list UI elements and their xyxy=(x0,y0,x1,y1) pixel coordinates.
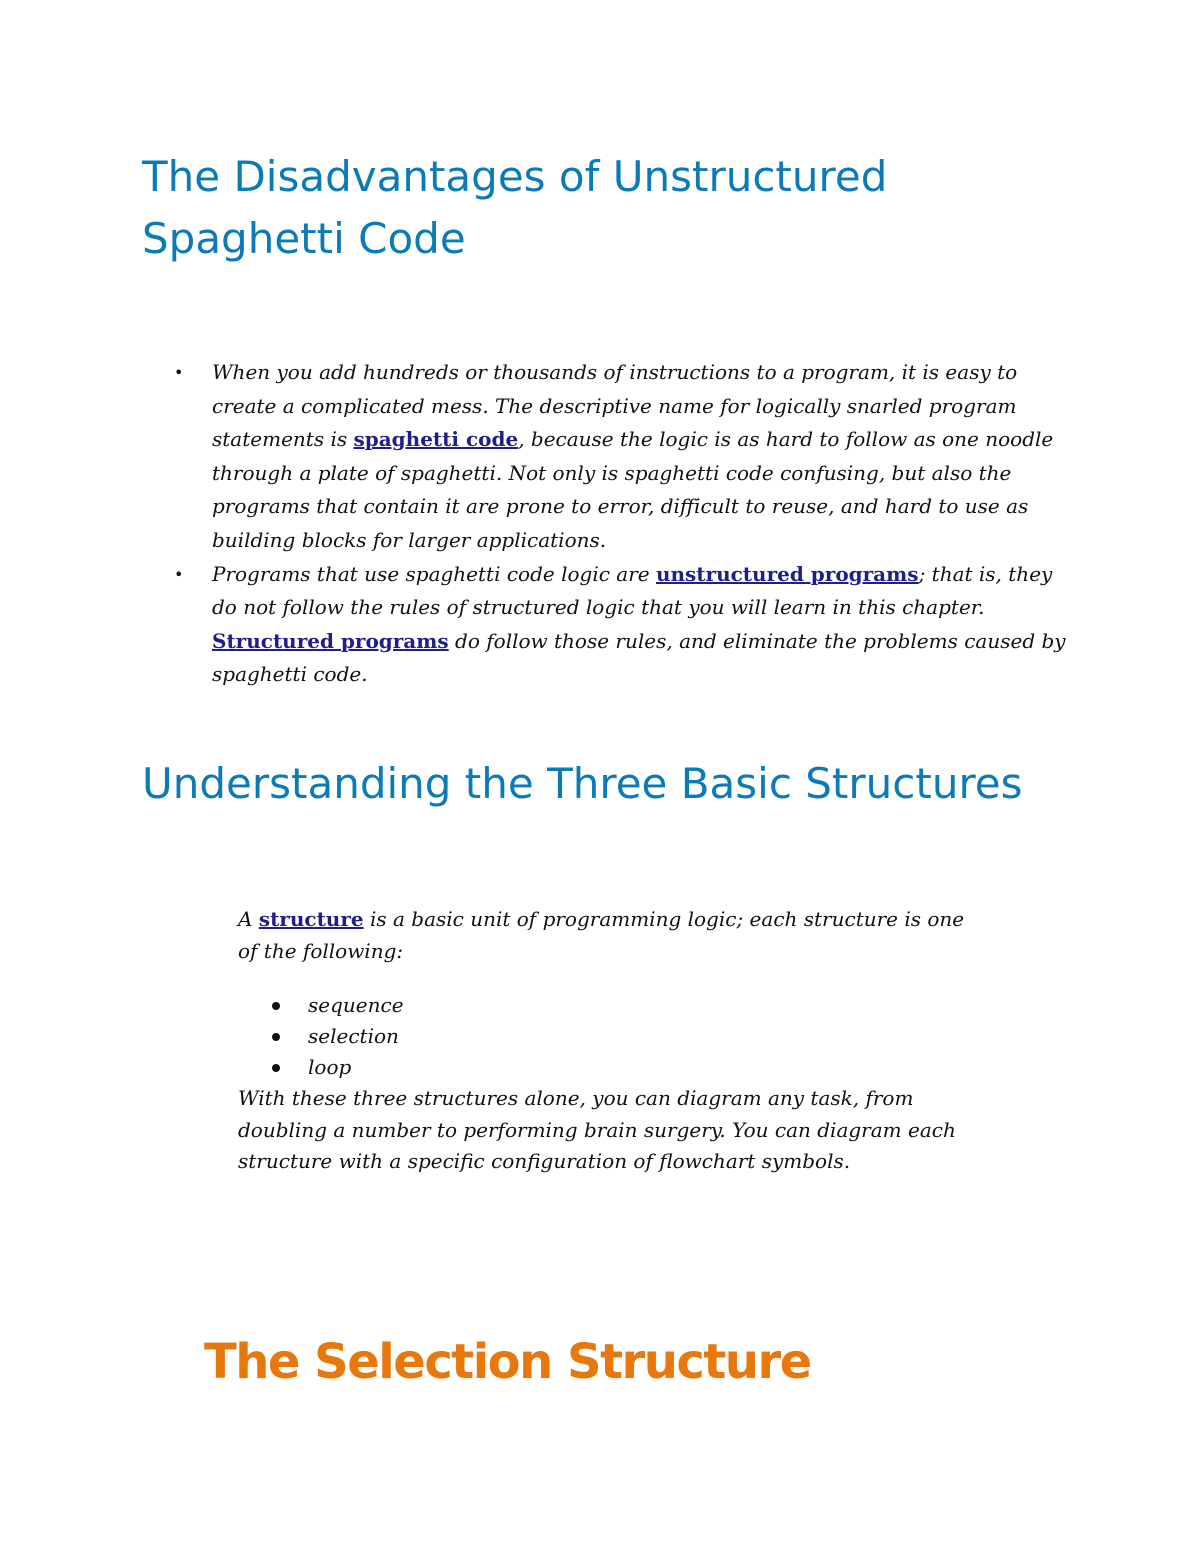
paragraph-text: is a basic unit of programming logic; each structure is one of the following: xyxy=(238,907,965,963)
paragraph-text: When you add hundreds or thousands of instructions to a program, it is easy to create a complicated mess. The descriptive name for logically snarled program statements is xyxy=(212,360,1018,452)
section-heading-selection-structure: The Selection Structure xyxy=(204,1334,811,1390)
structure-link[interactable]: structure xyxy=(258,907,364,931)
paragraph-text: , because the logic is as hard to follow as one noodle through a plate of spaghetti. Not only is spaghetti code confusing, but also the programs that contain it are prone to error, difficult to reuse, and hard to use as building blocks for larger applications. xyxy=(212,427,1054,552)
list-item-loop xyxy=(238,1052,978,1083)
section-heading-three-basic-structures: Understanding the Three Basic Structures xyxy=(142,759,1023,808)
list-item-label: loop xyxy=(308,1055,352,1079)
list-item-sequence xyxy=(238,990,978,1021)
bullet-icon xyxy=(272,1033,280,1041)
structured-programs-link[interactable]: Structured programs xyxy=(212,628,449,653)
list-item-label: selection xyxy=(308,1024,399,1048)
structure-types-list xyxy=(238,990,978,1083)
spaghetti-code-link[interactable]: spaghetti code xyxy=(353,427,519,452)
paragraph-text: A xyxy=(238,907,259,931)
structures-summary-paragraph: With these three structures alone, you can diagram any task, from doubling a number to performing brain surgery. You can diagram each structure with a specific configuration of flowchart symbols. xyxy=(238,1086,956,1173)
structure-definition-paragraph xyxy=(238,904,978,967)
bullet-icon xyxy=(272,1064,280,1072)
bullet-icon: • xyxy=(174,564,184,584)
bullet-icon: • xyxy=(174,363,184,382)
section-heading-spaghetti-code: The Disadvantages of Unstructured Spaghetti Code xyxy=(142,152,888,263)
list-item-selection xyxy=(238,1021,978,1052)
unstructured-programs-link[interactable]: unstructured programs xyxy=(655,561,919,586)
spaghetti-code-bullet-list xyxy=(170,356,1070,692)
list-item xyxy=(170,558,1070,692)
paragraph-text: do follow those rules, and eliminate the problems caused by spaghetti code. xyxy=(212,628,1066,687)
paragraph-text: ; that is, they do not follow the rules of structured logic that you will learn in this chapter. xyxy=(212,561,1053,620)
paragraph-text: Programs that use spaghetti code logic are xyxy=(212,561,656,586)
bullet-icon xyxy=(272,1002,280,1010)
list-item xyxy=(170,356,1070,558)
list-item-label: sequence xyxy=(308,993,404,1017)
